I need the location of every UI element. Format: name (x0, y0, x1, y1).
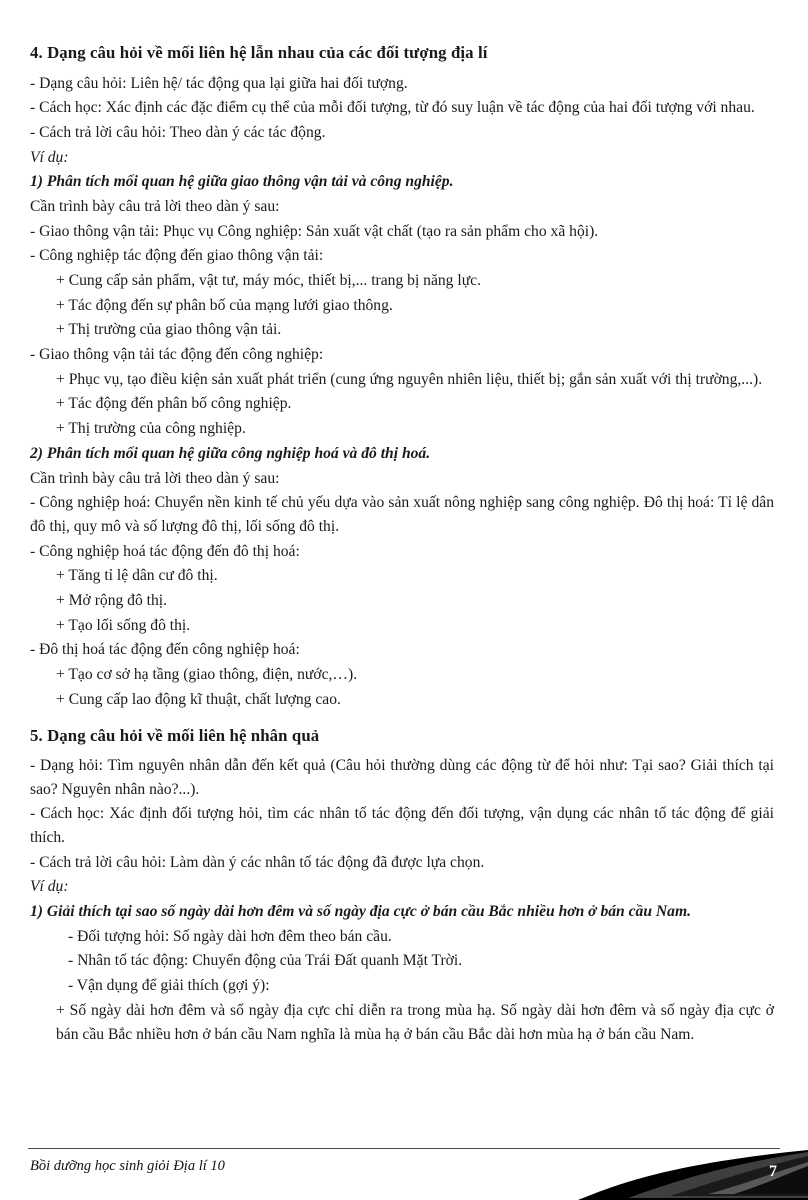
paragraph: - Cách trả lời câu hỏi: Theo dàn ý các tác động. (30, 123, 326, 141)
example-item: 2) Phân tích mối quan hệ giữa công nghiệp hoá và đô thị hoá. (30, 444, 431, 462)
section-heading-4: 4. Dạng câu hỏi về mối liên hệ lẫn nhau của các đối tượng địa lí (30, 43, 488, 62)
paragraph: - Công nghiệp hoá: Chuyển nền kinh tế chủ yếu dựa vào sản xuất nông nghiệp sang công nghiệp. Đô thị hoá: Tỉ lệ dân đô thị, quy mô và số lượng đô thị, lối sống đô thị. (30, 494, 774, 535)
bullet-item: + Thị trường của giao thông vận tải. (56, 321, 282, 339)
bullet-item: + Tác động đến phân bố công nghiệp. (56, 395, 292, 413)
footer-divider (28, 1148, 780, 1149)
paragraph: - Đô thị hoá tác động đến công nghiệp hoá: (30, 641, 300, 659)
sub-item: - Đối tượng hỏi: Số ngày dài hơn đêm theo bán cầu. (68, 927, 392, 945)
example-label: Ví dụ: (30, 878, 69, 896)
paragraph: - Giao thông vận tải: Phục vụ Công nghiệp: Sản xuất vật chất (tạo ra sản phẩm cho xã hội). (30, 222, 599, 240)
sub-item: - Vận dụng để giải thích (gợi ý): (68, 977, 270, 995)
example-item: 1) Phân tích mối quan hệ giữa giao thông vận tải và công nghiệp. (30, 173, 454, 191)
bullet-item: + Tạo cơ sở hạ tầng (giao thông, điện, nước,…). (56, 666, 358, 684)
bullet-item: + Tác động đến sự phân bố của mạng lưới giao thông. (56, 296, 393, 314)
sub-item: - Nhân tố tác động: Chuyển động của Trái Đất quanh Mặt Trời. (68, 952, 463, 970)
bullet-item: + Cung cấp lao động kĩ thuật, chất lượng cao. (56, 690, 341, 708)
paragraph: - Công nghiệp hoá tác động đến đô thị hoá: (30, 542, 300, 560)
paragraph: - Dạng câu hỏi: Liên hệ/ tác động qua lại giữa hai đối tượng. (30, 74, 408, 92)
page-footer (0, 1148, 808, 1200)
bullet-item: + Cung cấp sản phẩm, vật tư, máy móc, thiết bị,... trang bị năng lực. (56, 272, 481, 290)
paragraph: - Cách học: Xác định đối tượng hỏi, tìm các nhân tố tác động đến đối tượng, vận dụng các nhân tố tác động để giải thích. (30, 805, 774, 846)
section-heading-5: 5. Dạng câu hỏi về mối liên hệ nhân quả (30, 726, 320, 746)
paragraph: Cần trình bày câu trả lời theo dàn ý sau: (30, 469, 280, 487)
bullet-item: + Phục vụ, tạo điều kiện sản xuất phát triển (cung ứng nguyên nhiên liệu, thiết bị; gắn sản xuất với thị trường,...). (56, 370, 763, 388)
paragraph: Cần trình bày câu trả lời theo dàn ý sau: (30, 197, 280, 215)
footer-book-title: Bồi dưỡng học sinh giỏi Địa lí 10 (30, 1158, 225, 1174)
page-content (30, 40, 774, 1046)
paragraph: - Công nghiệp tác động đến giao thông vận tải: (30, 247, 324, 265)
bullet-item: + Số ngày dài hơn đêm và số ngày địa cực chỉ diễn ra trong mùa hạ. Số ngày dài hơn đêm và số ngày địa cực ở bán cầu Bắc nhiều hơn ở bán cầu Nam nghĩa là mùa hạ ở bán cầu Bắc dài hơn mùa hạ ở bán cầu Nam. (56, 1001, 774, 1043)
page-number: 7 (769, 1163, 777, 1180)
example-label: Ví dụ: (30, 148, 69, 166)
paragraph: - Cách trả lời câu hỏi: Làm dàn ý các nhân tố tác động đã được lựa chọn. (30, 853, 485, 871)
bullet-item: + Tạo lối sống đô thị. (56, 616, 191, 634)
example-item: 1) Giải thích tại sao số ngày dài hơn đêm và số ngày địa cực ở bán cầu Bắc nhiều hơn ở bán cầu Nam. (30, 903, 691, 921)
paragraph: - Giao thông vận tải tác động đến công nghiệp: (30, 346, 324, 364)
bullet-item: + Mở rộng đô thị. (56, 591, 168, 609)
bullet-item: + Tăng tỉ lệ dân cư đô thị. (56, 567, 218, 585)
paragraph: - Cách học: Xác định các đặc điểm cụ thể của mỗi đối tượng, từ đó suy luận về tác động của hai đối tượng với nhau. (30, 99, 755, 117)
bullet-item: + Thị trường của công nghiệp. (56, 420, 246, 438)
paragraph: - Dạng hỏi: Tìm nguyên nhân dẫn đến kết quả (Câu hỏi thường dùng các động từ để hỏi như: Tại sao? Giải thích tại sao? Nguyên nhân nào?...). (30, 756, 774, 798)
